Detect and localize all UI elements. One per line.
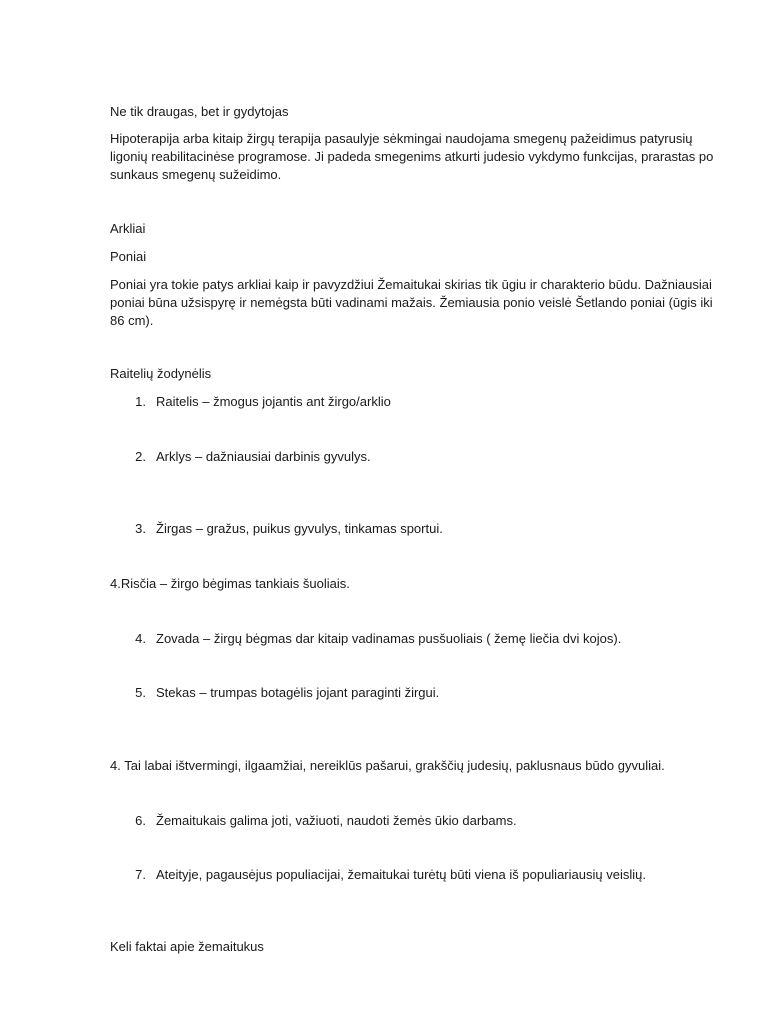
heading-poniai: Poniai: [110, 249, 147, 264]
tai-labai-line: 4. Tai labai ištvermingi, ilgaamžiai, nereiklūs pašarui, grakščių judesių, paklusnaus būdo gyvuliai.: [110, 758, 665, 773]
ponies-paragraph: Poniai yra tokie patys arkliai kaip ir pavyzdžiui Žemaitukai skirias tik ūgiu ir charakterio būdu. Dažniausiai poniai būna užsispyrę ir nemėgsta būti vadinami mažais. Žemiausia ponio veislė Šetlando poniai (ūgis iki 86 cm).: [110, 277, 713, 328]
list-item: Žemaitukais galima joti, važiuoti, naudoti žemės ūkio darbams.: [156, 813, 517, 828]
risčia-line: 4.Risčia – žirgo bėgimas tankiais šuoliais.: [110, 576, 350, 591]
list-item: Stekas – trumpas botagėlis jojant paraginti žirgui.: [156, 685, 440, 700]
list-item-number: 1.: [135, 394, 146, 409]
heading-ne-tik-draugas: Ne tik draugas, bet ir gydytojas: [110, 104, 289, 119]
heading-keli-faktai: Keli faktai apie žemaitukus: [110, 939, 264, 954]
list-item: Ateityje, pagausėjus populiacijai, žemaitukai turėtų būti viena iš populiariausių veislių.: [156, 867, 646, 882]
list-item: Raitelis – žmogus jojantis ant žirgo/arklio: [156, 394, 391, 409]
list-item: Žirgas – gražus, puikus gyvulys, tinkamas sportui.: [156, 521, 443, 536]
list-item-number: 6.: [135, 813, 146, 828]
list-item-number: 7.: [135, 867, 146, 882]
intro-paragraph: Hipoterapija arba kitaip žirgų terapija pasaulyje sėkmingai naudojama smegenų pažeidimus patyrusių ligonių reabilitacinėse programose. Ji padeda smegenims atkurti judesio vykdymo funkcijas, prarastas po sunkaus smegenų sužeidimo.: [110, 131, 714, 182]
glossary-title: Raitelių žodynėlis: [110, 366, 212, 381]
heading-arkliai: Arkliai: [110, 221, 146, 236]
list-item: Zovada – žirgų bėgmas dar kitaip vadinamas pusšuoliais ( žemę liečia dvi kojos).: [156, 631, 622, 646]
list-item: Arklys – dažniausiai darbinis gyvulys.: [156, 449, 371, 464]
list-item-number: 4.: [135, 631, 146, 646]
list-item-number: 2.: [135, 449, 146, 464]
list-item-number: 3.: [135, 521, 146, 536]
list-item-number: 5.: [135, 685, 146, 700]
